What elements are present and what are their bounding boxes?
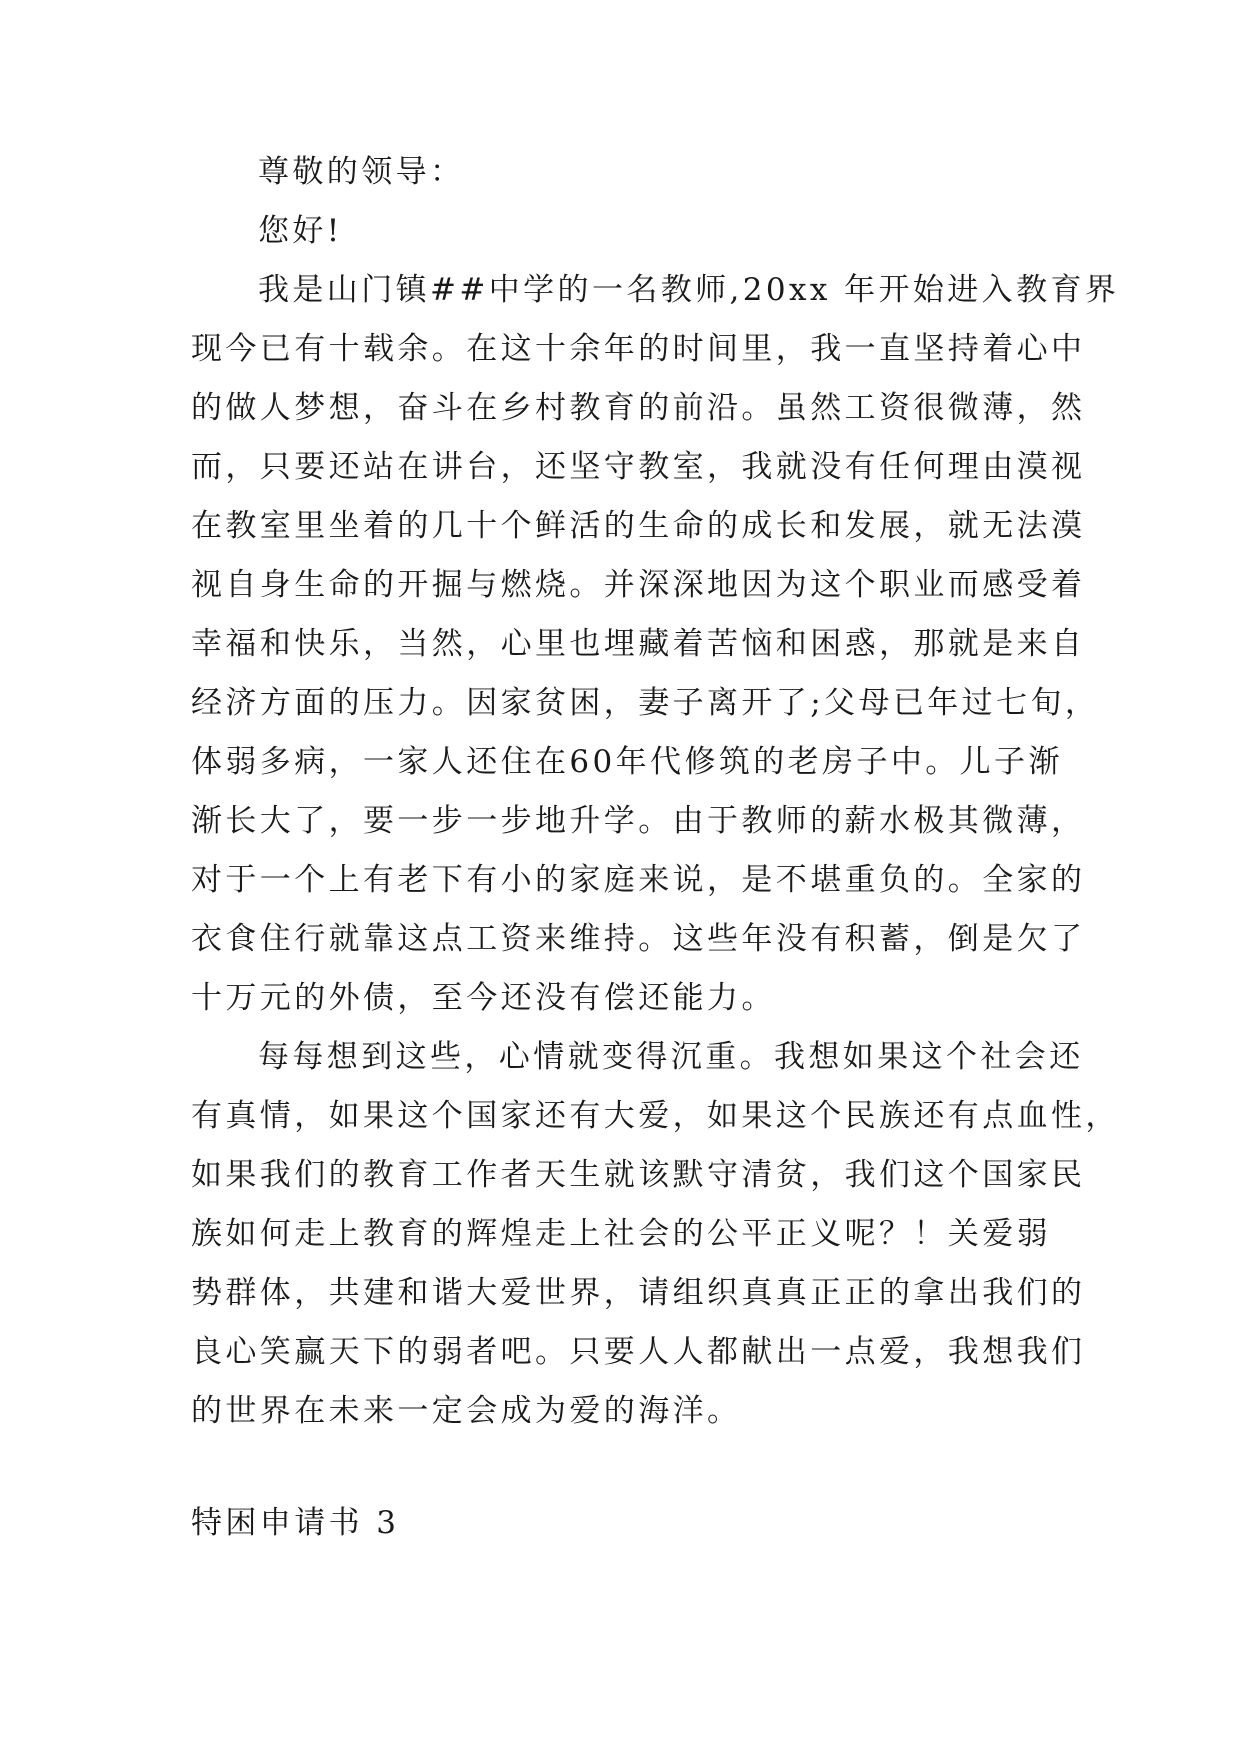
paragraph-2-line: 有真情，如果这个国家还有大爱，如果这个民族还有点血性， <box>191 1098 1120 1134</box>
paragraph-1-line: 我是山门镇##中学的一名教师,20xx 年开始进入教育界 <box>258 272 1120 308</box>
paragraph-1-line: 而，只要还站在讲台，还坚守教室，我就没有任何理由漠视 <box>191 449 1086 485</box>
paragraph-2-line: 如果我们的教育工作者天生就该默守清贫，我们这个国家民 <box>191 1157 1086 1193</box>
paragraph-1-line: 在教室里坐着的几十个鲜活的生命的成长和发展，就无法漠 <box>191 508 1086 544</box>
section-title: 特困申请书 3 <box>191 1505 400 1541</box>
hello-line: 您好! <box>258 213 343 249</box>
greeting-line: 尊敬的领导： <box>258 154 465 190</box>
paragraph-1-line: 经济方面的压力。因家贫困，妻子离开了;父母已年过七旬， <box>191 685 1100 721</box>
paragraph-2-line: 每每想到这些，心情就变得沉重。我想如果这个社会还 <box>258 1039 1084 1075</box>
paragraph-1-line: 对于一个上有老下有小的家庭来说，是不堪重负的。全家的 <box>191 862 1086 898</box>
paragraph-1-line: 幸福和快乐，当然，心里也埋藏着苦恼和困惑，那就是来自 <box>191 626 1086 662</box>
paragraph-2-line: 势群体，共建和谐大爱世界，请组织真真正正的拿出我们的 <box>191 1275 1086 1311</box>
paragraph-1-line: 的做人梦想，奋斗在乡村教育的前沿。虽然工资很微薄，然 <box>191 390 1086 426</box>
paragraph-1-line: 现今已有十载余。在这十余年的时间里，我一直坚持着心中 <box>191 331 1086 367</box>
paragraph-1-line: 衣食住行就靠这点工资来维持。这些年没有积蓄，倒是欠了 <box>191 921 1086 957</box>
paragraph-1-line: 十万元的外债，至今还没有偿还能力。 <box>191 980 776 1016</box>
paragraph-2-line: 良心笑赢天下的弱者吧。只要人人都献出一点爱，我想我们 <box>191 1334 1086 1370</box>
paragraph-1-line: 体弱多病，一家人还住在60年代修筑的老房子中。儿子渐 <box>191 744 1063 780</box>
paragraph-2-line: 的世界在未来一定会成为爱的海洋。 <box>191 1393 742 1429</box>
paragraph-2-line: 族如何走上教育的辉煌走上社会的公平正义呢？！关爱弱 <box>191 1216 1051 1252</box>
paragraph-1-line: 视自身生命的开掘与燃烧。并深深地因为这个职业而感受着 <box>191 567 1086 603</box>
paragraph-1-line: 渐长大了，要一步一步地升学。由于教师的薪水极其微薄， <box>191 803 1086 839</box>
